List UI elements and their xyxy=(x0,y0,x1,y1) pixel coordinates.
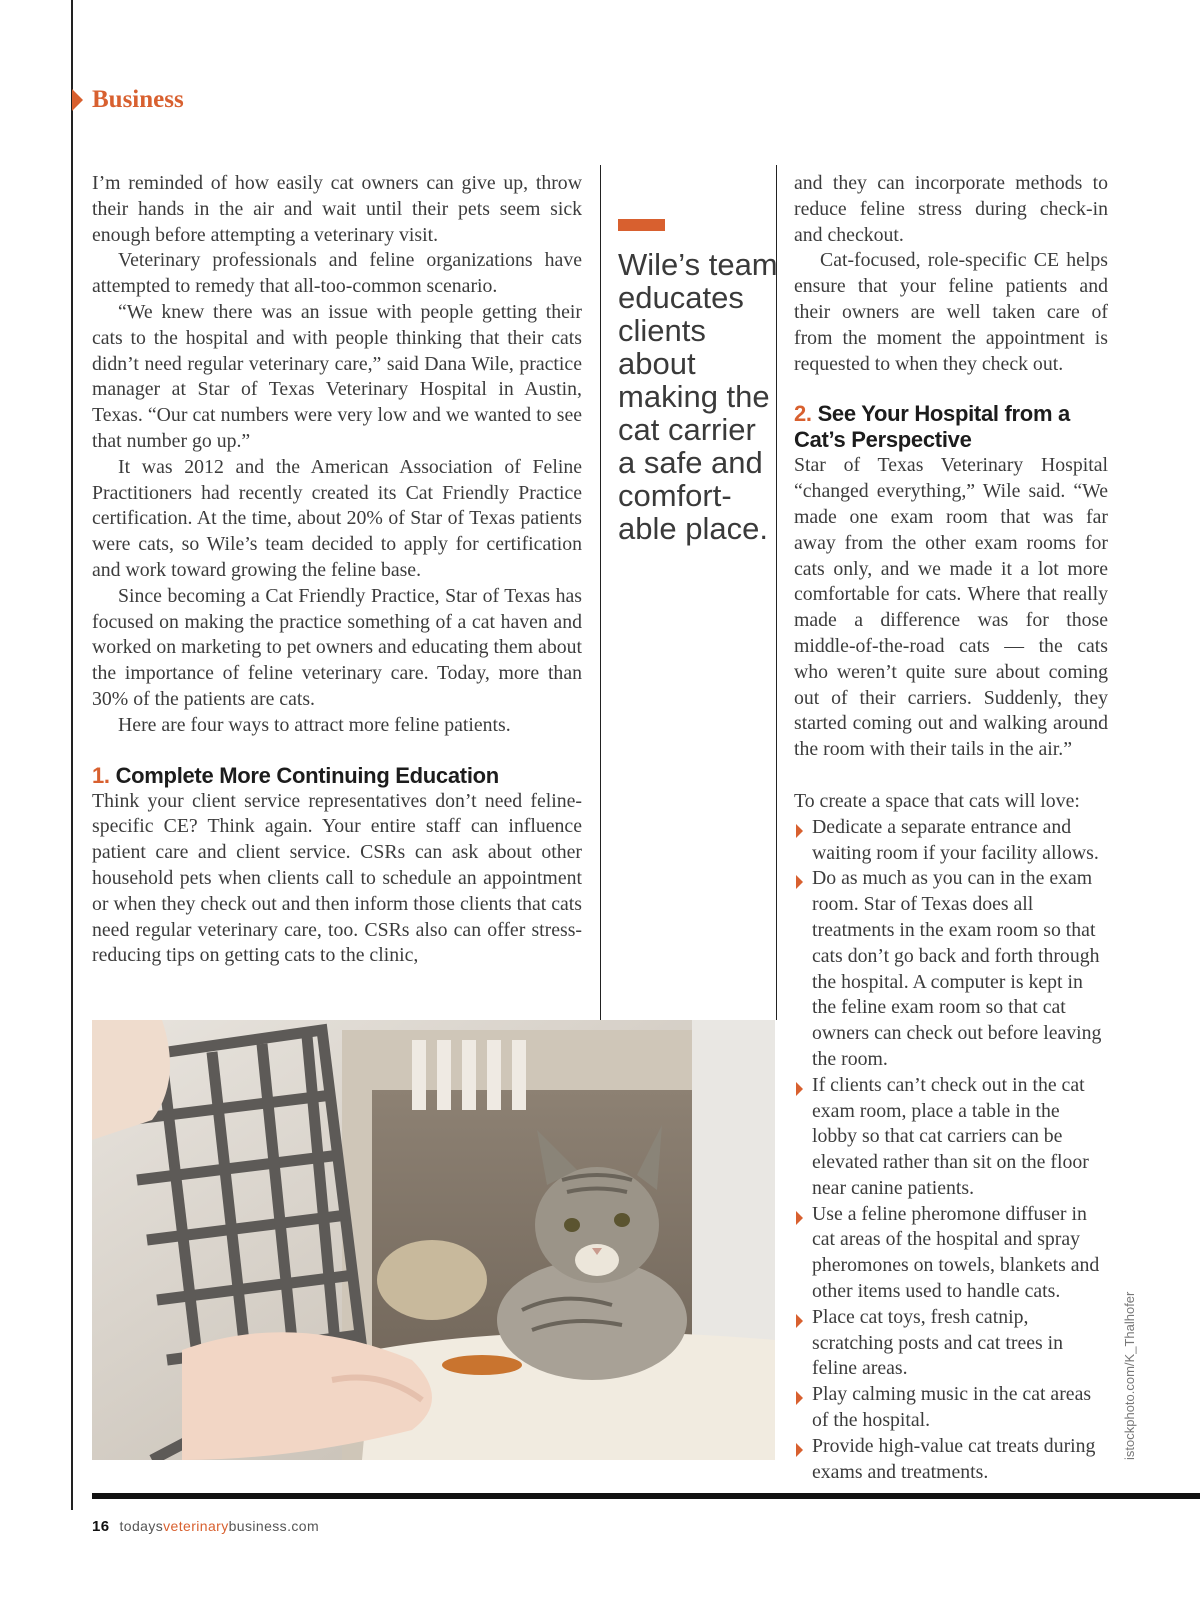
section-heading-2 xyxy=(794,401,1108,453)
pullquote: Wile’s team educates clients about making the cat carrier a safe and comfort-able place. xyxy=(618,247,778,546)
paragraph: I’m reminded of how easily cat owners can give up, throw their hands in the air and wait until their pets seem sick enough before attempting a veterinary visit. xyxy=(92,172,582,246)
paragraph: Here are four ways to attract more feline patients. xyxy=(118,713,511,736)
footer-rule xyxy=(92,1493,1200,1499)
list-item: Use a feline pheromone diffuser in cat areas of the hospital and spray pheromones on towels, blankets and other items used to handle cats. xyxy=(794,1202,1108,1305)
column-divider xyxy=(600,165,601,1020)
heading-text: Complete More Continuing Education xyxy=(115,762,499,788)
section-tag xyxy=(72,86,184,114)
heading-number: 2. xyxy=(794,401,812,427)
footer-url-part: todays xyxy=(119,1518,164,1534)
list-item: Provide high-value cat treats during exams and treatments. xyxy=(794,1434,1108,1486)
heading-text: See Your Hospital from a Cat’s Perspective xyxy=(794,401,1070,453)
page-footer xyxy=(92,1518,319,1535)
photo-credit-text: istockphoto.com/K_Thalhofer xyxy=(1122,1291,1137,1460)
footer-url-part: business.com xyxy=(228,1518,320,1534)
section-triangle-icon xyxy=(72,89,83,111)
list-item: Play calming music in the cat areas of the hospital. xyxy=(794,1382,1108,1434)
paragraph: Since becoming a Cat Friendly Practice, Star of Texas has focused on making the practice something of a cat haven and worked on marketing to pet owners and educating them about the importance of feline veterinary care. Today, more than 30% of the patients are cats. xyxy=(92,584,582,710)
paragraph: Veterinary professionals and feline organizations have attempted to remedy that all-too-common scenario. xyxy=(92,249,582,298)
list-item: Do as much as you can in the exam room. Star of Texas does all treatments in the exam room so that cats don’t go back and forth through the hospital. A computer is kept in the feline exam room so that cat owners can check out before leaving the room. xyxy=(794,866,1108,1072)
photo-illustration xyxy=(92,1020,775,1460)
paragraph: It was 2012 and the American Association of Feline Practitioners had recently created its Cat Friendly Practice certification. At the time, about 20% of Star of Texas patients were cats, so Wile’s team decided to apply for certification and work toward growing the feline base. xyxy=(92,455,582,581)
footer-url-accent: veterinary xyxy=(163,1518,229,1534)
paragraph: Think your client service representatives don’t need feline-specific CE? Think again. Your entire staff can influence patient care and client service. CSRs can ask about other household pets when clients call to schedule an appointment or when they check out and then inform those clients that cats need regular veterinary care, too. CSRs also can offer stress-reducing tips on getting cats to the clinic, xyxy=(92,789,582,967)
paragraph: “We knew there was an issue with people getting their cats to the hospital and with people thinking that their cats didn’t need regular veterinary care,” said Dana Wile, practice manager at Star of Texas Veterinary Hospital in Austin, Texas. “Our cat numbers were very low and we wanted to see that number go up.” xyxy=(92,300,582,452)
cat-in-carrier-photo xyxy=(92,1020,775,1460)
article-column-3 xyxy=(794,171,1108,1485)
paragraph: Cat-focused, role-specific CE helps ensure that your feline patients and their owners are well taken care of from the moment the appointment is requested to when they check out. xyxy=(794,249,1108,375)
page-number: 16 xyxy=(92,1518,110,1535)
photo-credit xyxy=(1120,1270,1140,1460)
list-item: Place cat toys, fresh catnip, scratching posts and cat trees in feline areas. xyxy=(794,1305,1108,1382)
section-heading-1 xyxy=(92,763,582,789)
paragraph: Star of Texas Veterinary Hospital “changed everything,” Wile said. “We made one exam room that was far away from the other exam rooms for cats only, and we made it a lot more comfortable for cats. Where that really made a difference was for those middle-of-the-road cats — the cats who weren’t quite sure about coming out of their carriers. Suddenly, they started coming out and walking around the room with their tails in the air.” xyxy=(794,454,1108,761)
paragraph: and they can incorporate methods to reduce feline stress during check-in and checkout. xyxy=(794,172,1108,246)
tips-list xyxy=(794,815,1108,1486)
heading-number: 1. xyxy=(92,762,110,788)
left-margin-rule xyxy=(71,0,73,1510)
pullquote-accent-bar xyxy=(618,219,665,231)
article-column-1 xyxy=(92,171,582,969)
section-label: Business xyxy=(92,86,184,113)
list-item: If clients can’t check out in the cat exam room, place a table in the lobby so that cat carriers can be elevated rather than sit on the floor near canine patients. xyxy=(794,1073,1108,1202)
list-intro: To create a space that cats will love: xyxy=(794,789,1080,812)
list-item: Dedicate a separate entrance and waiting room if your facility allows. xyxy=(794,815,1108,867)
